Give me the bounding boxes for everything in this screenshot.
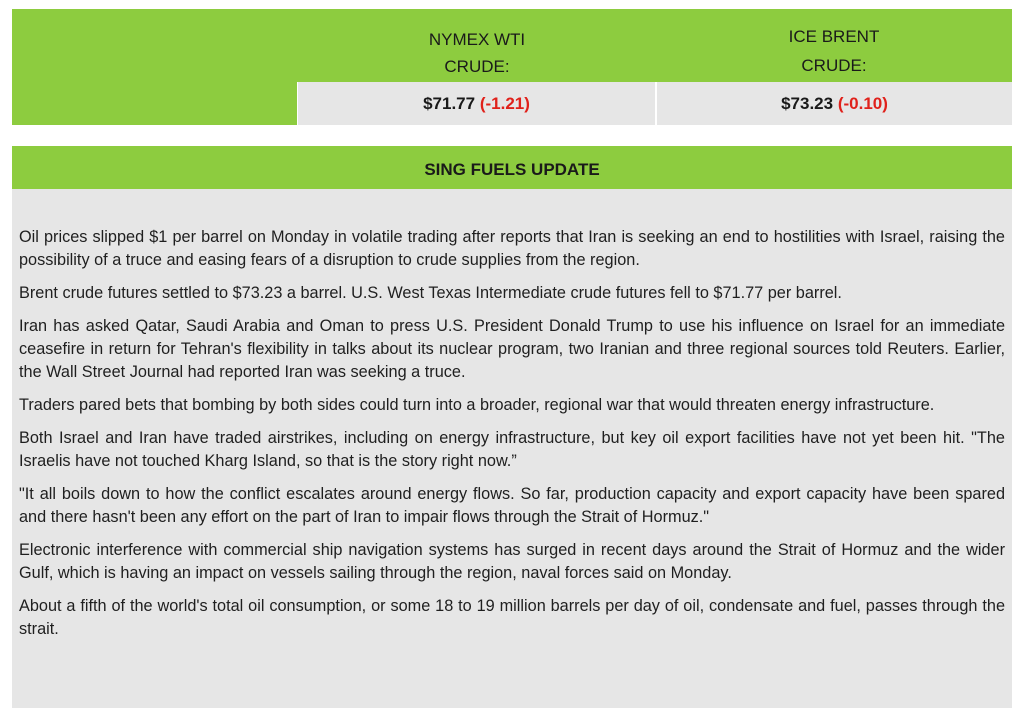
- update-paragraph: Both Israel and Iran have traded airstrikes, including on energy infrastructure, but key oil export facilities have not yet been hit. "The Israelis have not touched Kharg Island, so that is the story right now.”: [19, 429, 1005, 470]
- brent-change: (-0.10): [837, 94, 888, 113]
- update-paragraph: Electronic interference with commercial ship navigation systems has surged in recent days around the Strait of Hormuz and the wider Gulf, which is having an impact on vessels sailing through the region, naval forces said on Monday.: [19, 541, 1005, 582]
- wti-header: [298, 9, 656, 82]
- brent-label-line2: CRUDE:: [801, 56, 867, 75]
- update-paragraph: Oil prices slipped $1 per barrel on Monday in volatile trading after reports that Iran is seeking an end to hostilities with Israel, raising the possibility of a truce and easing fears of a disruption to crude supplies from the region.: [19, 228, 1005, 269]
- brent-price-cell: [657, 82, 1012, 125]
- update-paragraph: "It all boils down to how the conflict escalates around energy flows. So far, production capacity and export capacity have been spared and there hasn't been any effort on the part of Iran to impair flows through the Strait of Hormuz.": [19, 485, 1005, 526]
- update-paragraph: Traders pared bets that bombing by both sides could turn into a broader, regional war that would threaten energy infrastructure.: [19, 396, 935, 414]
- update-body: [19, 226, 1005, 651]
- wti-price-cell: [298, 82, 655, 125]
- brent-price: $73.23: [781, 94, 834, 113]
- update-paragraph: About a fifth of the world's total oil consumption, or some 18 to 19 million barrels per day of oil, condensate and fuel, passes through the strait.: [19, 597, 1005, 638]
- wti-price: $71.77: [423, 94, 476, 113]
- brent-header: [656, 9, 1012, 82]
- brent-label-line1: ICE BRENT: [788, 27, 880, 46]
- wti-change: (-1.21): [479, 94, 530, 113]
- fuels-update-panel: [12, 146, 1012, 708]
- price-row-spacer: [12, 82, 297, 125]
- update-title: SING FUELS UPDATE: [12, 146, 1012, 189]
- price-value-row: [12, 82, 1012, 125]
- crude-price-table: [12, 9, 1012, 125]
- wti-label-line1: NYMEX WTI: [428, 30, 526, 49]
- update-paragraph: Iran has asked Qatar, Saudi Arabia and Oman to press U.S. President Donald Trump to use his influence on Israel for an immediate ceasefire in return for Tehran's flexibility in talks about its nuclear program, two Iranian and three regional sources told Reuters. Earlier, the Wall Street Journal had reported Iran was seeking a truce.: [19, 317, 1005, 381]
- price-header-row: [12, 9, 1012, 82]
- update-paragraph: Brent crude futures settled to $73.23 a barrel. U.S. West Texas Intermediate crude futures fell to $71.77 per barrel.: [19, 284, 842, 302]
- wti-label-line2: CRUDE:: [444, 57, 510, 76]
